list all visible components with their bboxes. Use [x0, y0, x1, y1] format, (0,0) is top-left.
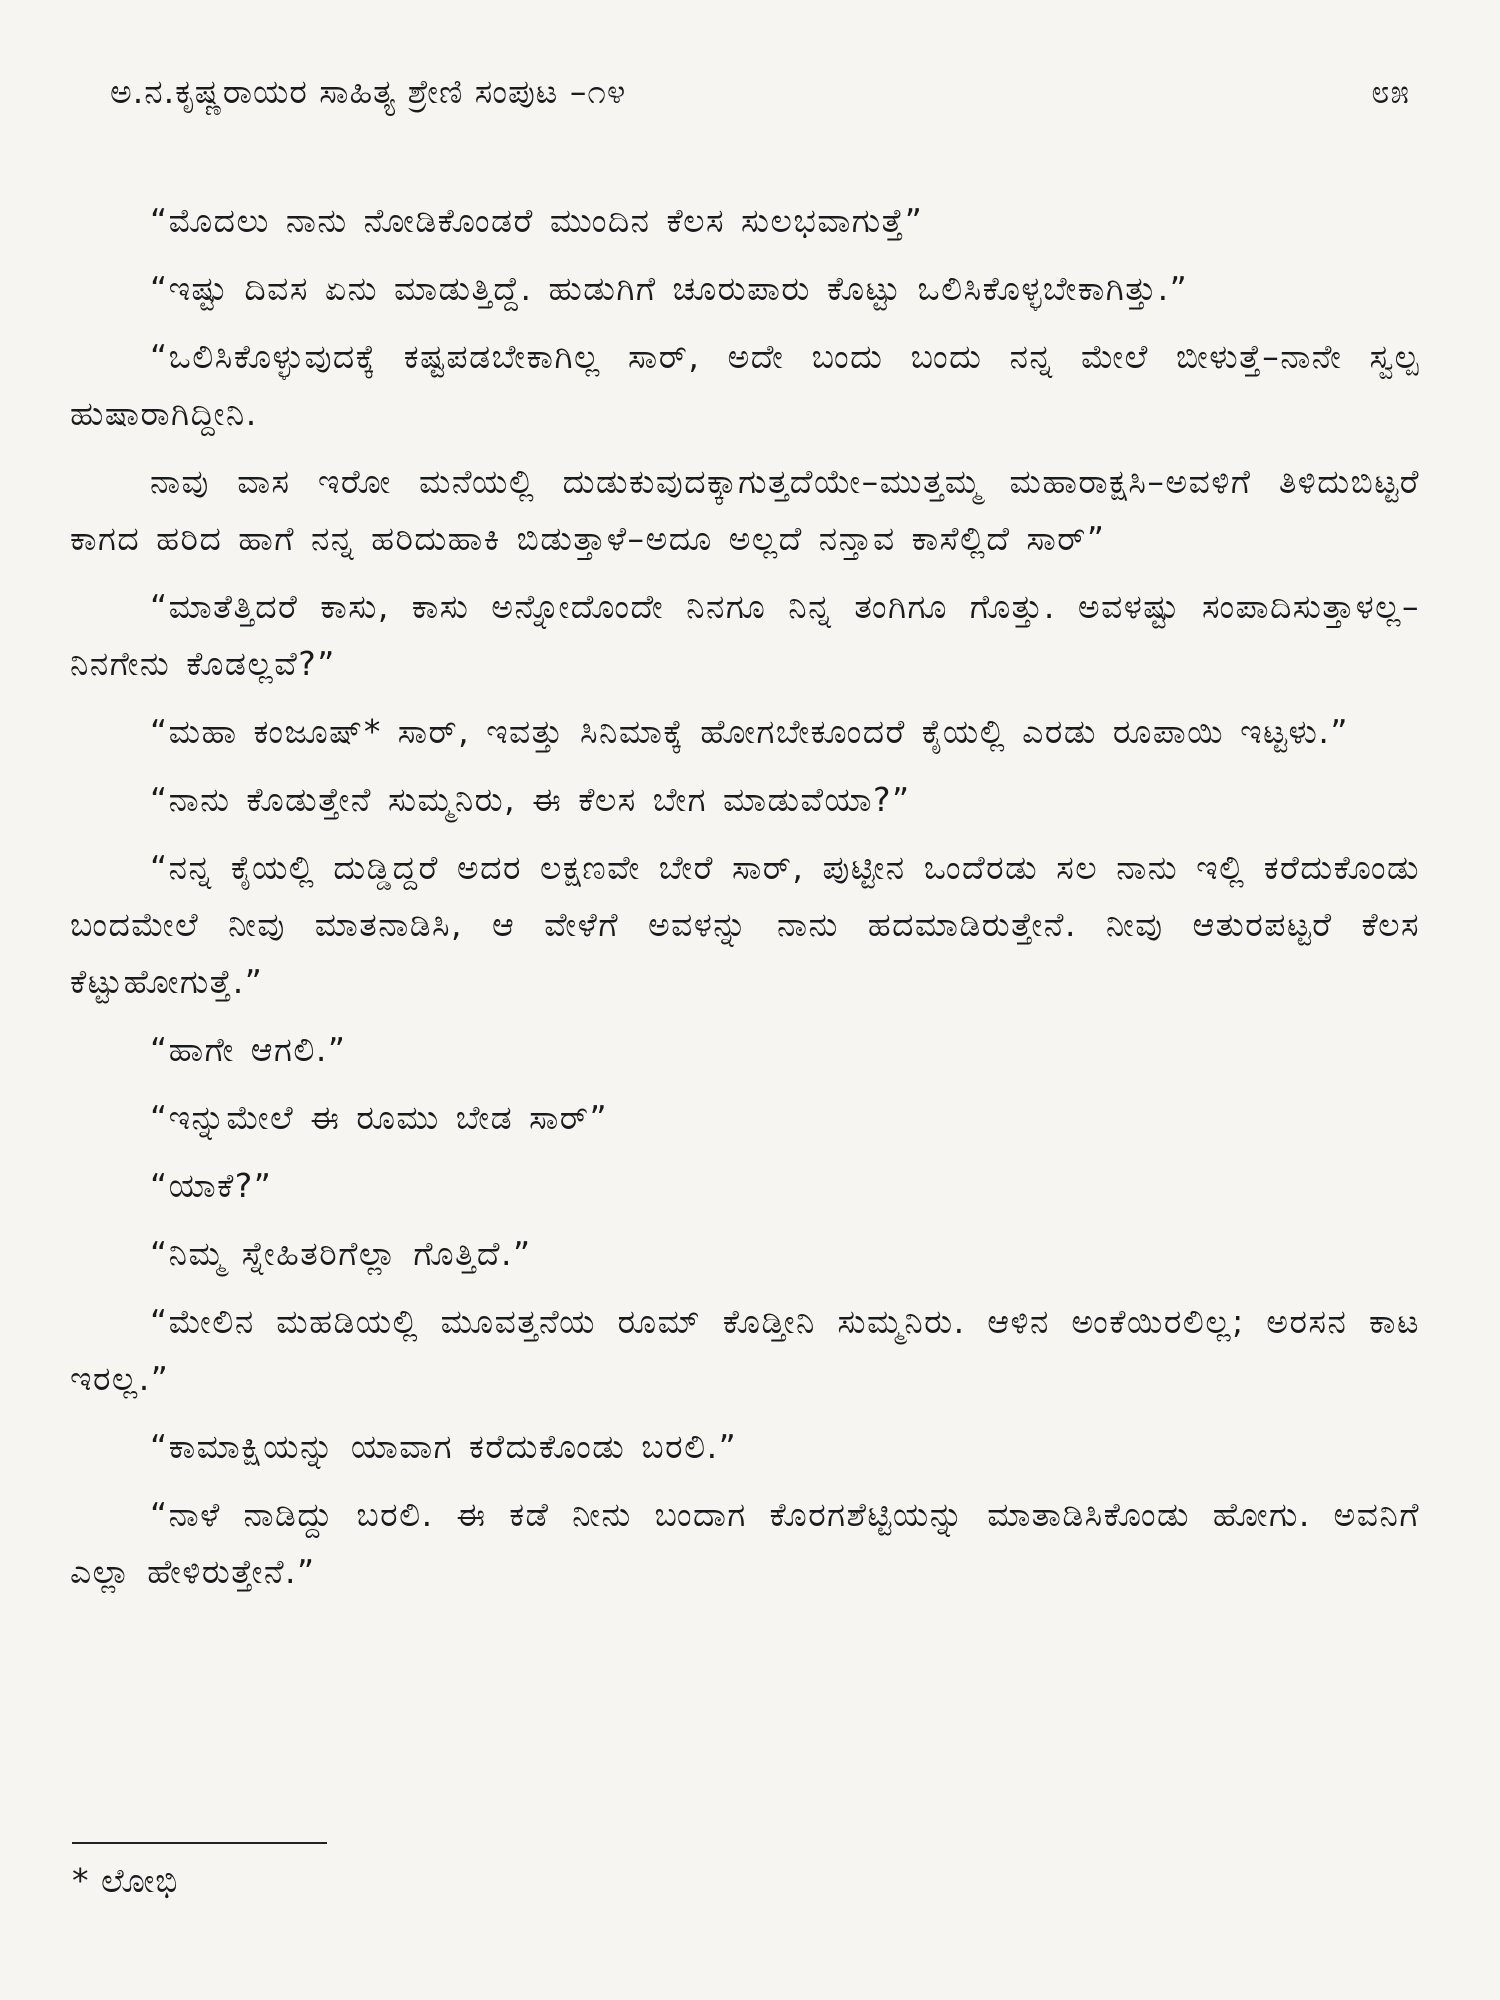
- paragraph: “ಮೊದಲು ನಾನು ನೋಡಿಕೊಂಡರೆ ಮುಂದಿನ ಕೆಲಸ ಸುಲಭವಾಗುತ್ತೆ”: [150, 201, 924, 240]
- paragraph: “ಕಾಮಾಕ್ಷಿಯನ್ನು ಯಾವಾಗ ಕರೆದುಕೊಂಡು ಬರಲಿ.”: [150, 1427, 738, 1466]
- body-text: [70, 192, 1420, 1611]
- paragraph: “ಮಾತೆತ್ತಿದರೆ ಕಾಸು, ಕಾಸು ಅನ್ನೋದೊಂದೇ ನಿನಗೂ ನಿನ್ನ ತಂಗಿಗೂ ಗೊತ್ತು. ಅವಳಷ್ಟು ಸಂಪಾದಿಸುತ್ತಾಳಲ್ಲ–ನಿನಗೇನು ಕೊಡಲ್ಲವೆ?”: [70, 587, 1420, 683]
- paragraph: “ಯಾಕೆ?”: [150, 1166, 273, 1205]
- paragraph: “ಮಹಾ ಕಂಜೂಷ್* ಸಾರ್, ಇವತ್ತು ಸಿನಿಮಾಕ್ಕೆ ಹೋಗಬೇಕೂಂದರೆ ಕೈಯಲ್ಲಿ ಎರಡು ರೂಪಾಯಿ ಇಟ್ಟಳು.”: [150, 712, 1349, 751]
- paragraph: “ನಾಳೆ ನಾಡಿದ್ದು ಬರಲಿ. ಈ ಕಡೆ ನೀನು ಬಂದಾಗ ಕೊರಗಶೆಟ್ಟಿಯನ್ನು ಮಾತಾಡಿಸಿಕೊಂಡು ಹೋಗು. ಅವನಿಗೆ ಎಲ್ಲಾ ಹೇಳಿರುತ್ತೇನೆ.”: [70, 1495, 1420, 1591]
- paragraph: “ಇನ್ನುಮೇಲೆ ಈ ರೂಮು ಬೇಡ ಸಾರ್”: [150, 1098, 609, 1137]
- paragraph: “ಒಲಿಸಿಕೊಳ್ಳುವುದಕ್ಕೆ ಕಷ್ಟಪಡಬೇಕಾಗಿಲ್ಲ ಸಾರ್, ಅದೇ ಬಂದು ಬಂದು ನನ್ನ ಮೇಲೆ ಬೀಳುತ್ತೆ–ನಾನೇ ಸ್ವಲ್ಪ ಹುಷಾರಾಗಿದ್ದೀನಿ.: [70, 337, 1420, 433]
- page-number: ೮೫: [1371, 72, 1410, 111]
- paragraph: ನಾವು ವಾಸ ಇರೋ ಮನೆಯಲ್ಲಿ ದುಡುಕುವುದಕ್ಕಾಗುತ್ತದೆಯೇ–ಮುತ್ತಮ್ಮ ಮಹಾರಾಕ್ಷಸಿ–ಅವಳಿಗೆ ತಿಳಿದುಬಿಟ್ಟರೆ ಕಾಗದ ಹರಿದ ಹಾಗೆ ನನ್ನ ಹರಿದುಹಾಕಿ ಬಿಡುತ್ತಾಳೆ–ಅದೂ ಅಲ್ಲದೆ ನನ್ತಾವ ಕಾಸೆಲ್ಲಿದೆ ಸಾರ್”: [70, 462, 1420, 558]
- footnote-divider: [72, 1842, 327, 1844]
- paragraph: “ನಾನು ಕೊಡುತ್ತೇನೆ ಸುಮ್ಮನಿರು, ಈ ಕೆಲಸ ಬೇಗ ಮಾಡುವೆಯಾ?”: [150, 780, 911, 819]
- paragraph: “ಇಷ್ಟು ದಿವಸ ಏನು ಮಾಡುತ್ತಿದ್ದೆ. ಹುಡುಗಿಗೆ ಚೂರುಪಾರು ಕೊಟ್ಟು ಒಲಿಸಿಕೊಳ್ಳಬೇಕಾಗಿತ್ತು.”: [150, 269, 1189, 308]
- paragraph: “ಮೇಲಿನ ಮಹಡಿಯಲ್ಲಿ ಮೂವತ್ತನೆಯ ರೂಮ್ ಕೊಡ್ತೀನಿ ಸುಮ್ಮನಿರು. ಆಳಿನ ಅಂಕೆಯಿರಲಿಲ್ಲ; ಅರಸನ ಕಾಟ ಇರಲ್ಲ.”: [70, 1302, 1420, 1398]
- paragraph: “ನಿಮ್ಮ ಸ್ನೇಹಿತರಿಗೆಲ್ಲಾ ಗೊತ್ತಿದೆ.”: [150, 1234, 532, 1273]
- paragraph: “ನನ್ನ ಕೈಯಲ್ಲಿ ದುಡ್ಡಿದ್ದರೆ ಅದರ ಲಕ್ಷಣವೇ ಬೇರೆ ಸಾರ್, ಪುಟ್ಟೀನ ಒಂದೆರಡು ಸಲ ನಾನು ಇಲ್ಲಿ ಕರೆದುಕೊಂಡು ಬಂದಮೇಲೆ ನೀವು ಮಾತನಾಡಿಸಿ, ಆ ವೇಳೆಗೆ ಅವಳನ್ನು ನಾನು ಹದಮಾಡಿರುತ್ತೇನೆ. ನೀವು ಆತುರಪಟ್ಟರೆ ಕೆಲಸ ಕೆಟ್ಟುಹೋಗುತ್ತೆ.”: [70, 848, 1420, 1001]
- paragraph: “ಹಾಗೇ ಆಗಲಿ.”: [150, 1030, 347, 1069]
- footnote: * ಲೋಭಿ: [72, 1861, 179, 1900]
- running-header: [110, 72, 1410, 122]
- header-title: ಅ.ನ.ಕೃಷ್ಣರಾಯರ ಸಾಹಿತ್ಯ ಶ್ರೇಣಿ ಸಂಪುಟ –೧೪: [110, 72, 627, 111]
